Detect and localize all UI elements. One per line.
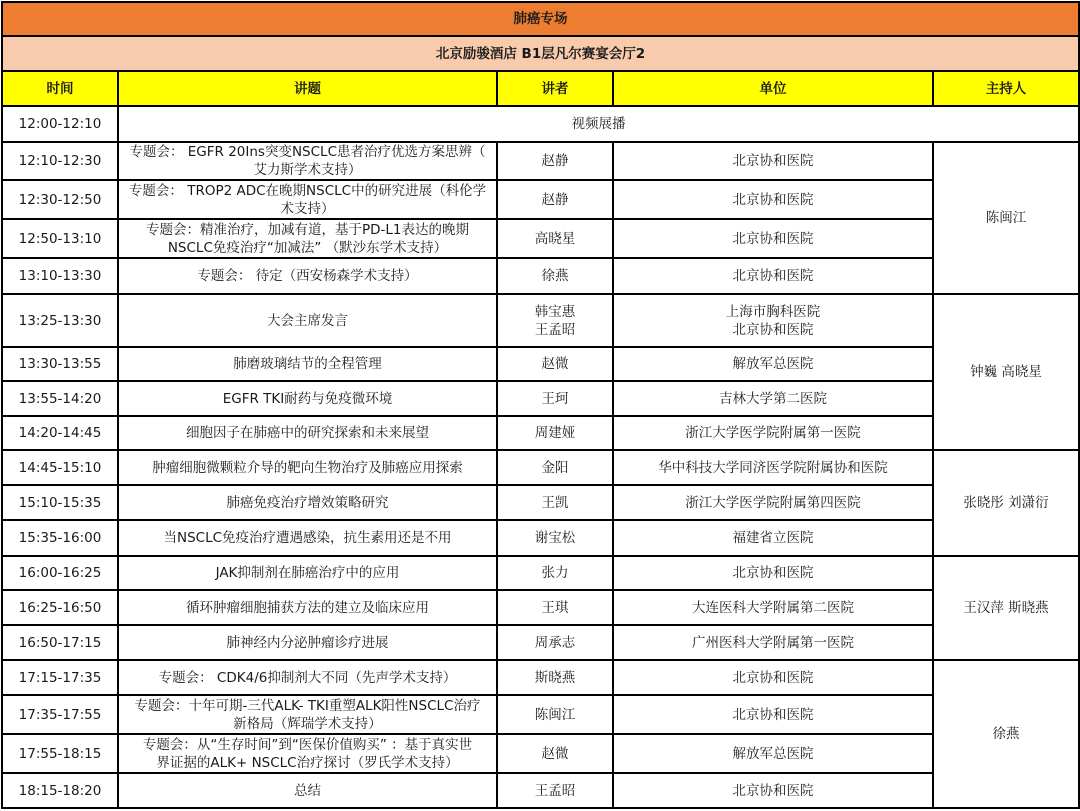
speaker-cell: 斯晓燕 <box>497 660 613 695</box>
moderator-cell: 王汉萍 斯晓燕 <box>933 556 1079 660</box>
time-cell: 13:10-13:30 <box>2 258 118 294</box>
unit-cell: 北京协和医院 <box>613 142 933 180</box>
topic-line: 术支持） <box>280 200 335 217</box>
unit-line: 北京协和医院 <box>732 321 814 338</box>
unit-line: 上海市胸科医院 <box>725 303 821 320</box>
unit-cell: 浙江大学医学院附属第一医院 <box>613 416 933 450</box>
moderator-cell: 钟巍 高晓星 <box>933 294 1079 450</box>
speaker-cell: 周建娅 <box>497 416 613 450</box>
venue-title: 北京励骏酒店 B1层凡尔赛宴会厅2 <box>2 36 1079 71</box>
table-row <box>2 590 1079 625</box>
table-row <box>2 142 1079 180</box>
topic-cell <box>118 180 497 219</box>
topic-line: 艾力斯学术支持） <box>253 162 362 178</box>
table-row <box>2 381 1079 416</box>
header-row <box>2 71 1079 106</box>
topic-line: 专题会： EGFR 20Ins突变NSCLC患者治疗优选方案思辨（ <box>129 144 486 160</box>
topic-cell <box>118 219 497 258</box>
time-cell: 17:55-18:15 <box>2 734 118 773</box>
unit-cell: 福建省立医院 <box>613 520 933 556</box>
topic-line: 专题会：十年可期-三代ALK- TKI重塑ALK阳性NSCLC治疗 <box>134 697 481 714</box>
unit-cell: 广州医科大学附属第一医院 <box>613 625 933 660</box>
table-row <box>2 773 1079 808</box>
table-row <box>2 734 1079 773</box>
unit-cell: 华中科技大学同济医学院附属协和医院 <box>613 450 933 485</box>
speaker-cell: 周承志 <box>497 625 613 660</box>
unit-cell: 解放军总医院 <box>613 734 933 773</box>
table-row <box>2 106 1079 142</box>
time-cell: 16:00-16:25 <box>2 556 118 590</box>
topic-line: 专题会：精准治疗，加减有道，基于PD-L1表达的晚期 <box>145 221 470 238</box>
unit-cell: 北京协和医院 <box>613 258 933 294</box>
topic-cell <box>118 734 497 773</box>
speaker-line: 王孟昭 <box>534 321 576 338</box>
unit-cell: 北京协和医院 <box>613 219 933 258</box>
table-row <box>2 520 1079 556</box>
topic-cell: 专题会： CDK4/6抑制剂大不同（先声学术支持） <box>118 660 497 695</box>
speaker-cell: 王孟昭 <box>497 773 613 808</box>
header-speaker: 讲者 <box>497 71 613 106</box>
speaker-cell <box>497 294 613 347</box>
time-cell: 15:35-16:00 <box>2 520 118 556</box>
time-cell: 13:25-13:30 <box>2 294 118 347</box>
topic-cell: 肺神经内分泌肿瘤诊疗进展 <box>118 625 497 660</box>
topic-cell <box>118 142 497 180</box>
topic-cell: 细胞因子在肺癌中的研究探索和未来展望 <box>118 416 497 450</box>
topic-cell: 总结 <box>118 773 497 808</box>
header-topic: 讲题 <box>118 71 497 106</box>
table-row <box>2 625 1079 660</box>
speaker-line: 韩宝惠 <box>534 303 576 320</box>
time-cell: 17:35-17:55 <box>2 695 118 734</box>
unit-cell: 浙江大学医学院附属第四医院 <box>613 485 933 520</box>
time-cell: 13:55-14:20 <box>2 381 118 416</box>
speaker-cell: 张力 <box>497 556 613 590</box>
unit-cell: 大连医科大学附属第二医院 <box>613 590 933 625</box>
topic-cell: 视频展播 <box>118 106 1079 142</box>
topic-line: 界证据的ALK+ NSCLC治疗探讨（罗氏学术支持） <box>156 754 459 771</box>
topic-line: 专题会：从“生存时间”到“医保价值购买” ：基于真实世 <box>142 736 473 753</box>
topic-cell: EGFR TKI耐药与免疫微环境 <box>118 381 497 416</box>
speaker-cell: 赵静 <box>497 142 613 180</box>
speaker-cell: 高晓星 <box>497 219 613 258</box>
time-cell: 12:30-12:50 <box>2 180 118 219</box>
topic-cell <box>118 695 497 734</box>
topic-line: 新格局（辉瑞学术支持） <box>233 715 382 732</box>
time-cell: 12:50-13:10 <box>2 219 118 258</box>
moderator-cell: 陈闽江 <box>933 142 1079 294</box>
speaker-cell: 赵静 <box>497 180 613 219</box>
table-row <box>2 180 1079 219</box>
topic-cell: JAK抑制剂在肺癌治疗中的应用 <box>118 556 497 590</box>
table-row <box>2 258 1079 294</box>
speaker-cell: 谢宝松 <box>497 520 613 556</box>
speaker-cell: 陈闽江 <box>497 695 613 734</box>
table-row <box>2 450 1079 485</box>
time-cell: 16:25-16:50 <box>2 590 118 625</box>
title-row <box>2 2 1079 36</box>
speaker-cell: 徐燕 <box>497 258 613 294</box>
speaker-cell: 赵微 <box>497 734 613 773</box>
topic-cell: 肺癌免疫治疗增效策略研究 <box>118 485 497 520</box>
speaker-cell: 王珂 <box>497 381 613 416</box>
moderator-cell: 张晓彤 刘潇衍 <box>933 450 1079 556</box>
unit-cell: 吉林大学第二医院 <box>613 381 933 416</box>
time-cell: 14:45-15:10 <box>2 450 118 485</box>
speaker-cell: 金阳 <box>497 450 613 485</box>
time-cell: 14:20-14:45 <box>2 416 118 450</box>
unit-cell: 解放军总医院 <box>613 347 933 381</box>
speaker-cell: 赵微 <box>497 347 613 381</box>
table-row <box>2 556 1079 590</box>
topic-cell: 循环肿瘤细胞捕获方法的建立及临床应用 <box>118 590 497 625</box>
time-cell: 13:30-13:55 <box>2 347 118 381</box>
table-row <box>2 660 1079 695</box>
unit-cell: 北京协和医院 <box>613 773 933 808</box>
header-time: 时间 <box>2 71 118 106</box>
table-row <box>2 485 1079 520</box>
topic-line: NSCLC免疫治疗“加减法” （默沙东学术支持） <box>167 239 448 256</box>
topic-cell: 肿瘤细胞微颗粒介导的靶向生物治疗及肺癌应用探索 <box>118 450 497 485</box>
topic-cell: 当NSCLC免疫治疗遭遇感染，抗生素用还是不用 <box>118 520 497 556</box>
schedule-table <box>1 1 1080 809</box>
table-row <box>2 294 1079 347</box>
table-row <box>2 347 1079 381</box>
unit-cell: 北京协和医院 <box>613 660 933 695</box>
venue-row <box>2 36 1079 71</box>
speaker-cell: 王琪 <box>497 590 613 625</box>
time-cell: 15:10-15:35 <box>2 485 118 520</box>
table-row <box>2 416 1079 450</box>
moderator-cell: 徐燕 <box>933 660 1079 808</box>
table-row <box>2 695 1079 734</box>
time-cell: 16:50-17:15 <box>2 625 118 660</box>
unit-cell <box>613 294 933 347</box>
unit-cell: 北京协和医院 <box>613 695 933 734</box>
header-unit: 单位 <box>613 71 933 106</box>
time-cell: 17:15-17:35 <box>2 660 118 695</box>
topic-cell: 专题会： 待定（西安杨森学术支持） <box>118 258 497 294</box>
time-cell: 12:10-12:30 <box>2 142 118 180</box>
header-moderator: 主持人 <box>933 71 1079 106</box>
topic-cell: 大会主席发言 <box>118 294 497 347</box>
unit-cell: 北京协和医院 <box>613 556 933 590</box>
session-title: 肺癌专场 <box>2 2 1079 36</box>
time-cell: 12:00-12:10 <box>2 106 118 142</box>
unit-cell: 北京协和医院 <box>613 180 933 219</box>
time-cell: 18:15-18:20 <box>2 773 118 808</box>
topic-cell: 肺磨玻璃结节的全程管理 <box>118 347 497 381</box>
speaker-cell: 王凯 <box>497 485 613 520</box>
table-row <box>2 219 1079 258</box>
topic-line: 专题会： TROP2 ADC在晚期NSCLC中的研究进展（科伦学 <box>128 182 487 199</box>
